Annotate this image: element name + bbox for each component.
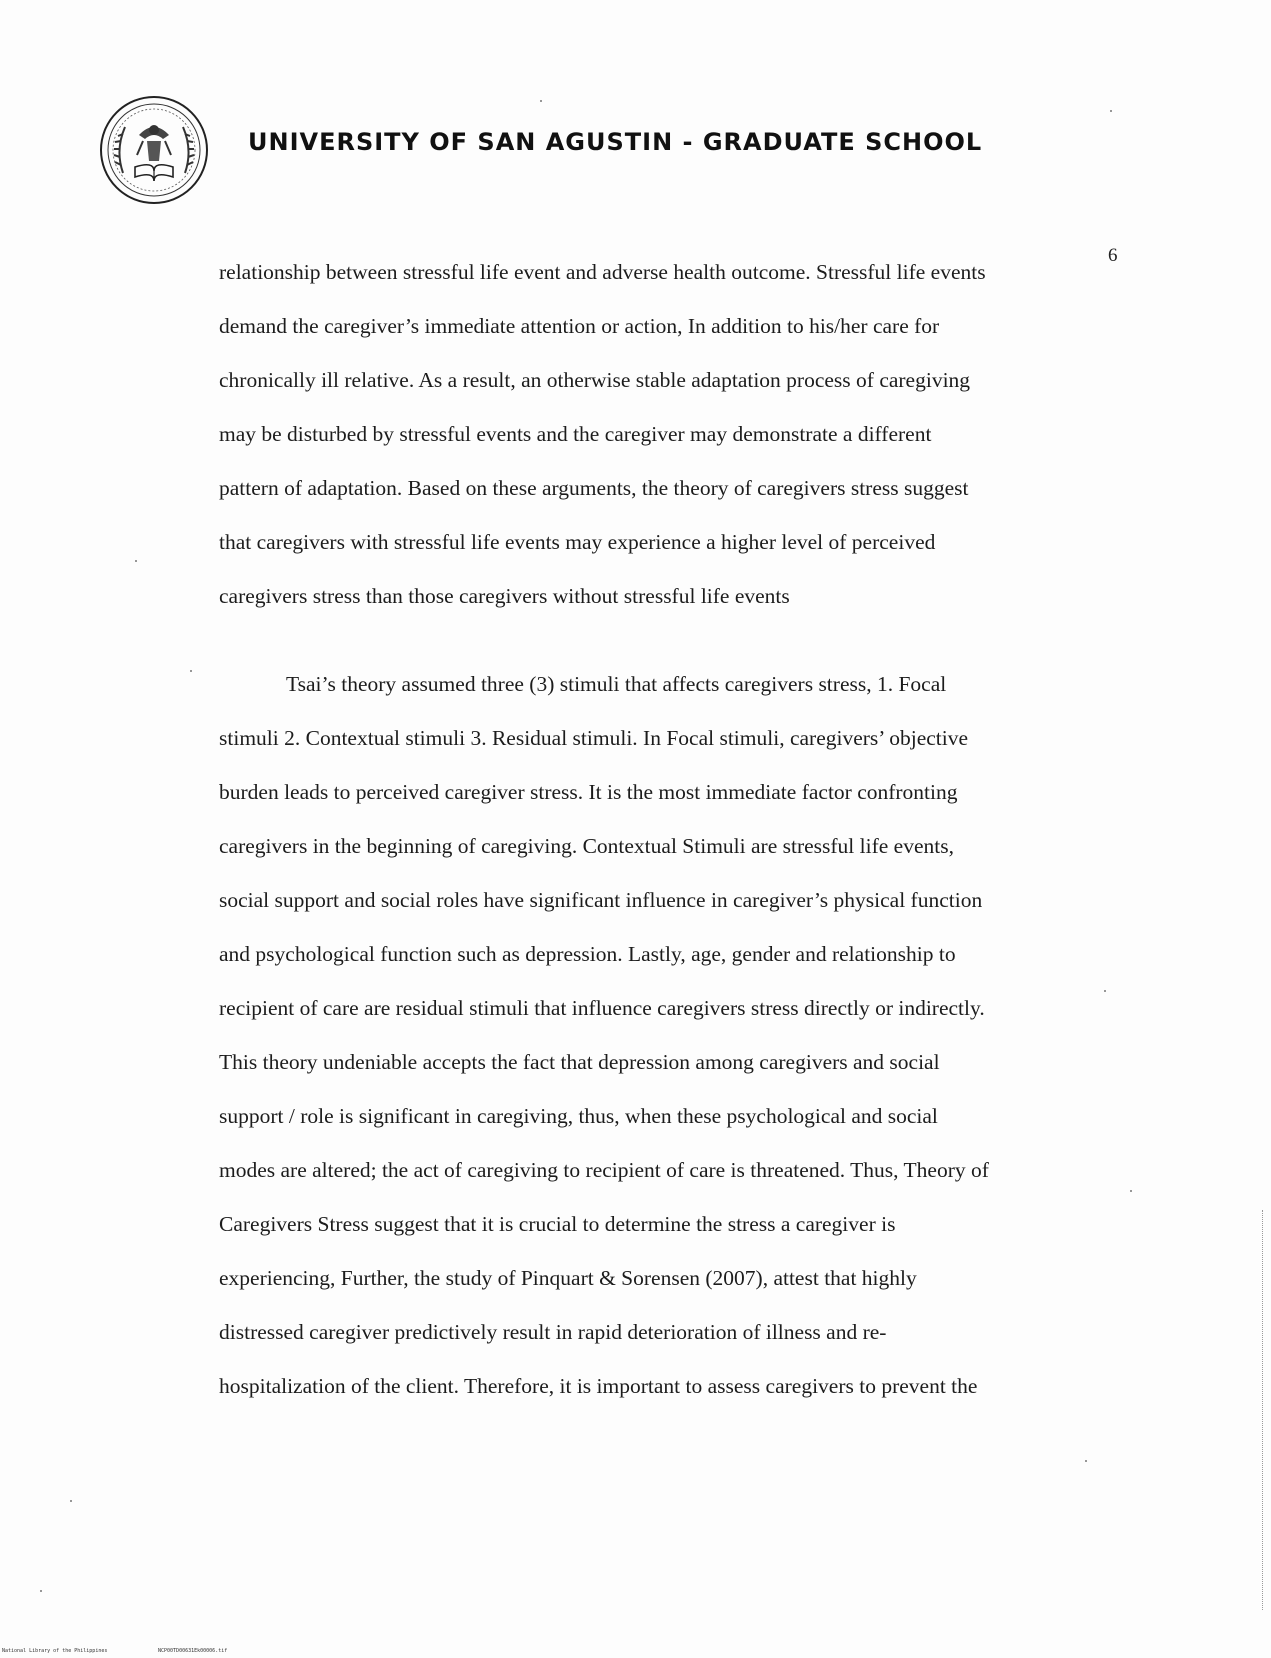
body-line: This theory undeniable accepts the fact that depression among caregivers and social: [219, 1050, 940, 1074]
body-line: modes are altered; the act of caregiving to recipient of care is threatened. Thus, Theory of: [219, 1158, 989, 1182]
body-line: caregivers stress than those caregivers without stressful life events: [219, 584, 790, 608]
footer-file-id: NCP00TD00631Ek00006.tif: [158, 1648, 228, 1654]
body-line: experiencing, Further, the study of Pinquart & Sorensen (2007), attest that highly: [219, 1266, 917, 1290]
scan-speck: [40, 1590, 42, 1592]
scan-speck: [1104, 990, 1106, 992]
scan-speck: [190, 670, 192, 672]
body-line: burden leads to perceived caregiver stress. It is the most immediate factor confronting: [219, 780, 958, 804]
scan-speck: [1110, 110, 1112, 112]
body-line: distressed caregiver predictively result in rapid deterioration of illness and re-: [219, 1320, 887, 1344]
scan-speck: [540, 100, 542, 102]
body-line: chronically ill relative. As a result, an otherwise stable adaptation process of caregiving: [219, 368, 971, 392]
body-line: pattern of adaptation. Based on these arguments, the theory of caregivers stress suggest: [219, 476, 969, 500]
body-line: may be disturbed by stressful events and the caregiver may demonstrate a different: [219, 422, 932, 446]
body-line: Caregivers Stress suggest that it is crucial to determine the stress a caregiver is: [219, 1212, 896, 1236]
body-line: support / role is significant in caregiving, thus, when these psychological and social: [219, 1104, 938, 1128]
page-number: 6: [1108, 245, 1118, 266]
scan-edge-artifact: [1262, 1210, 1264, 1610]
paragraph-first-line: Tsai’s theory assumed three (3) stimuli that affects caregivers stress, 1. Focal: [286, 672, 947, 696]
body-line: recipient of care are residual stimuli that influence caregivers stress directly or indirectly.: [219, 996, 985, 1020]
scan-speck: [1130, 1190, 1132, 1192]
body-line: demand the caregiver’s immediate attention or action, In addition to his/her care for: [219, 314, 940, 338]
body-line: that caregivers with stressful life events may experience a higher level of perceived: [219, 530, 936, 554]
body-line: social support and social roles have significant influence in caregiver’s physical function: [219, 888, 983, 912]
university-seal-icon: [99, 95, 209, 205]
body-line: caregivers in the beginning of caregiving. Contextual Stimuli are stressful life events,: [219, 834, 954, 858]
body-line: hospitalization of the client. Therefore, it is important to assess caregivers to prevent the: [219, 1374, 978, 1398]
body-line: relationship between stressful life event and adverse health outcome. Stressful life events: [219, 260, 986, 284]
university-header-title: UNIVERSITY OF SAN AGUSTIN - GRADUATE SCHOOL: [248, 128, 983, 156]
scan-speck: [1085, 1460, 1087, 1462]
scan-speck: [135, 560, 137, 562]
scan-speck: [70, 1500, 72, 1502]
body-line: stimuli 2. Contextual stimuli 3. Residual stimuli. In Focal stimuli, caregivers’ objective: [219, 726, 969, 750]
footer-library-note: National Library of the Philippines: [2, 1648, 108, 1654]
body-line: and psychological function such as depression. Lastly, age, gender and relationship to: [219, 942, 956, 966]
